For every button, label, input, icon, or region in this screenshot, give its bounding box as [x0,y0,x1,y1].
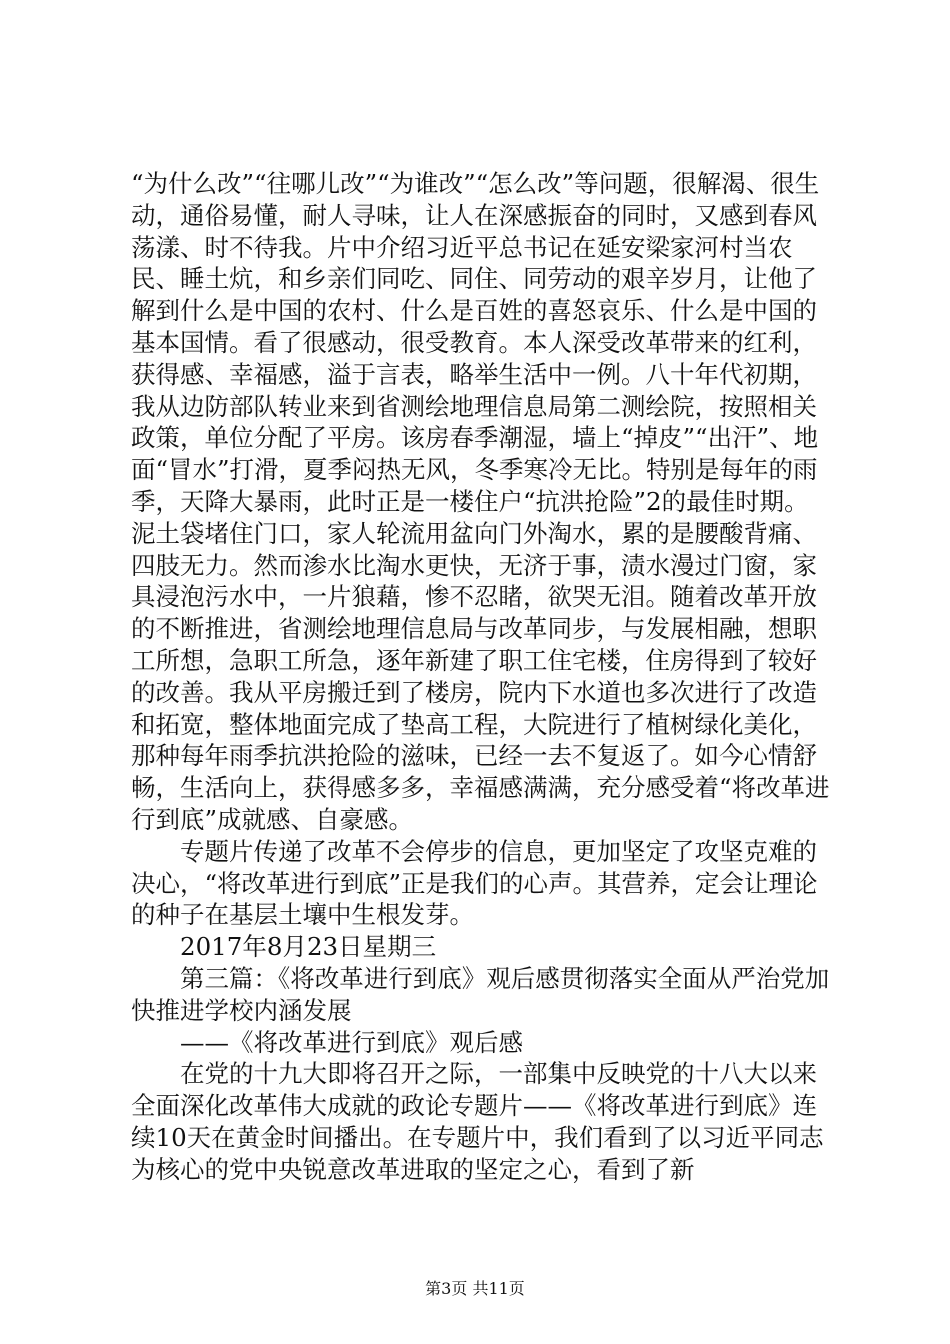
body-paragraph-2: 专题片传递了改革不会停步的信息，更加坚定了攻坚克难的决心，“将改革进行到底”正是我们的心声。其营养，定会让理论的种子在基层土壤中生根发芽。 [131,836,818,930]
document-body [131,168,831,1186]
body-paragraph-1: “为什么改”“往哪儿改”“为谁改”“怎么改”等问题，很解渴、很生动，通俗易懂，耐人寻味，让人在深感振奋的同时，又感到春风荡漾、时不待我。片中介绍习近平总书记在延安梁家河村当农民、睡土炕，和乡亲们同吃、同住、同劳动的艰辛岁月，让他了解到什么是中国的农村、什么是百姓的喜怒哀乐、什么是中国的基本国情。看了很感动，很受教育。本人深受改革带来的红利，获得感、幸福感，溢于言表，略举生活中一例。八十年代初期，我从边防部队转业来到省测绘地理信息局第二测绘院，按照相关政策，单位分配了平房。该房春季潮湿，墙上“掉皮”“出汗”、地面“冒水”打滑，夏季闷热无风，冬季寒冷无比。特别是每年的雨季，天降大暴雨，此时正是一楼住户“抗洪抢险”2的最佳时期。泥土袋堵住门口，家人轮流用盆向门外淘水，累的是腰酸背痛、四肢无力。然而渗水比淘水更快，无济于事，渍水漫过门窗，家具浸泡污水中，一片狼藉，惨不忍睹，欲哭无泪。随着改革开放的不断推进，省测绘地理信息局与改革同步，与发展相融，想职工所想，急职工所急，逐年新建了职工住宅楼，住房得到了较好的改善。我从平房搬迁到了楼房，院内下水道也多次进行了改造和拓宽，整体地面完成了垫高工程，大院进行了植树绿化美化，那种每年雨季抗洪抢险的滋味，已经一去不复返了。如今心情舒畅，生活向上，获得感多多，幸福感满满，充分感受着“将改革进行到底”成就感、自豪感。 [131,169,830,834]
section-title: 第三篇：《将改革进行到底》观后感贯彻落实全面从严治党加快推进学校内涵发展 [131,963,830,1025]
date-line: 2017年8月23日星期三 [180,932,437,962]
page-footer: 第3页 共11页 [425,1279,525,1298]
body-paragraph-3: 在党的十九大即将召开之际，一部集中反映党的十八大以来全面深化改革伟大成就的政论专题片——《将改革进行到底》连续10天在黄金时间播出。在专题片中，我们看到了以习近平同志为核心的党中央锐意改革进取的坚定之心，看到了新 [131,1059,824,1184]
section-subtitle: ——《将改革进行到底》观后感 [180,1027,523,1057]
